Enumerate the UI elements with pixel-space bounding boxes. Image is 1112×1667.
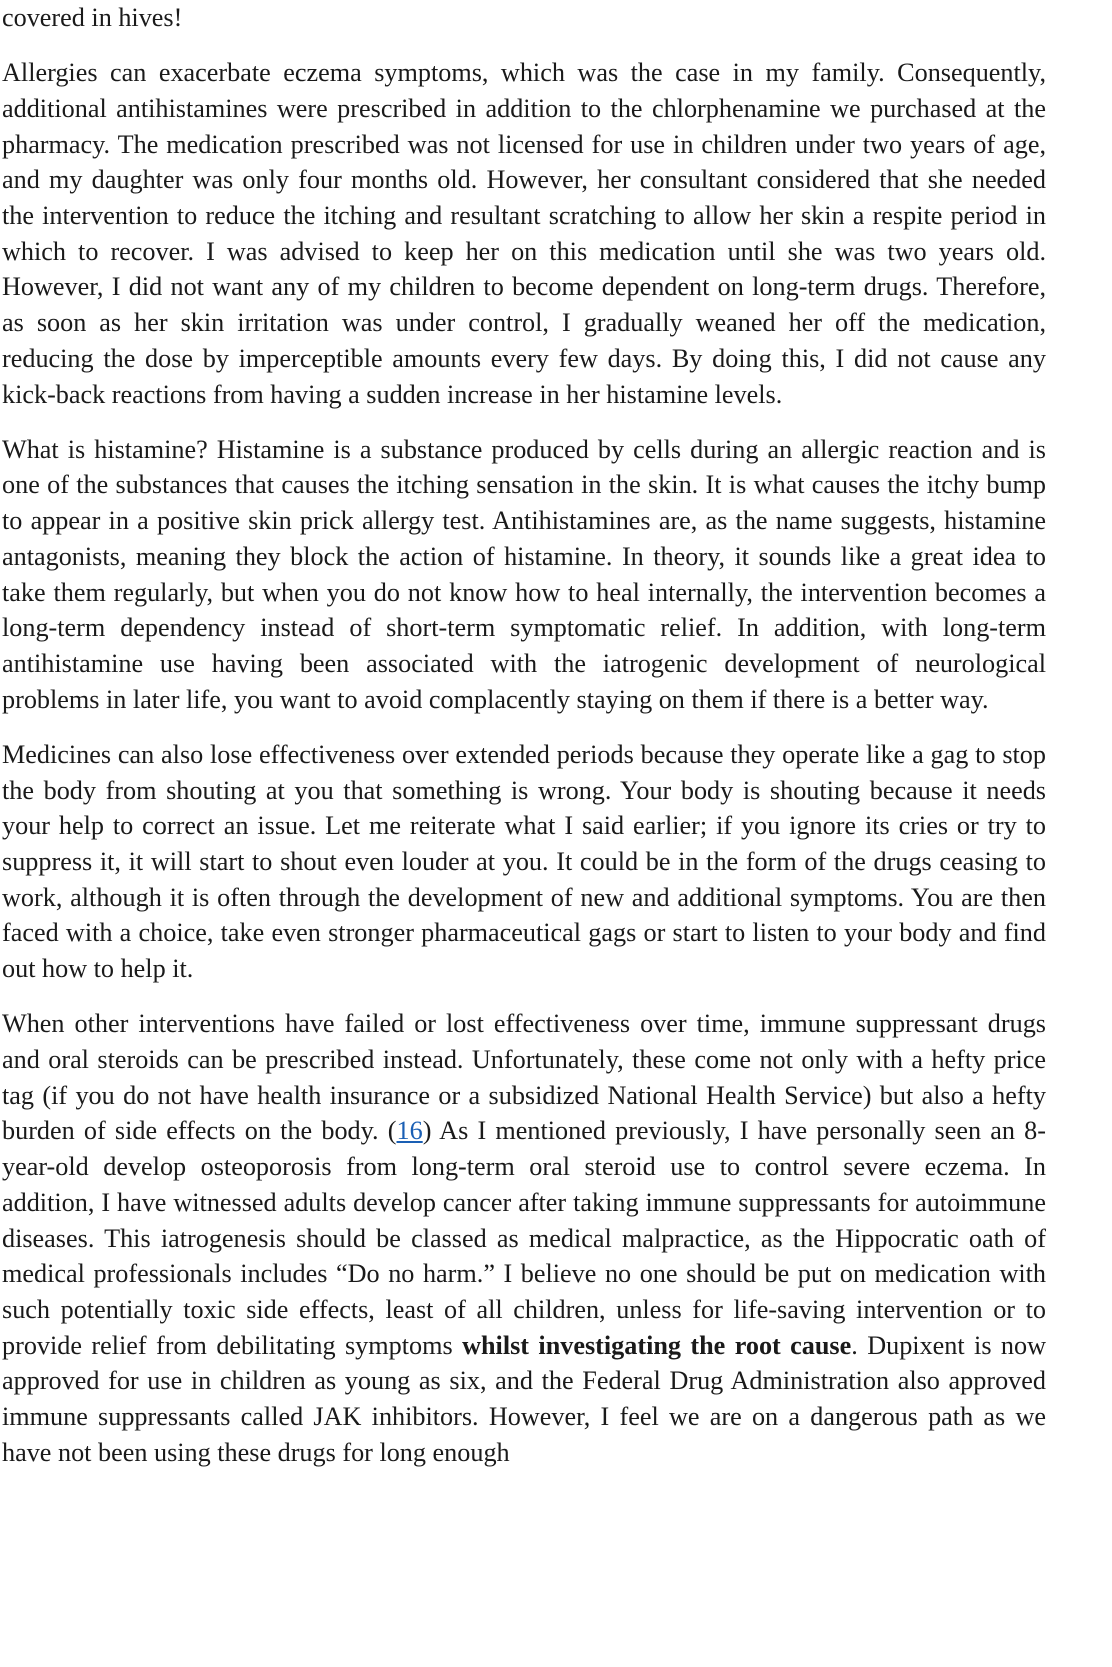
paragraph-fragment: covered in hives! [2, 3, 183, 32]
paragraph-allergies: Allergies can exacerbate eczema symptoms, which was the case in my family. Consequently, additional antihistamines were prescribed in addition to the chlorphenamine we purchased at the pharmacy. The medication prescribed was not licensed for use in children under two years of age, and my daughter was only four months old. However, her consultant considered that she needed the intervention to reduce the itching and resultant scratching to allow her skin a respite period in which to recover. I was advised to keep her on this medication until she was two years old. However, I did not want any of my children to become dependent on long-term drugs. Therefore, as soon as her skin irritation was under control, I gradually weaned her off the medication, reducing the dose by imperceptible amounts every few days. By doing this, I did not cause any kick-back reactions from having a sudden increase in her histamine levels. [2, 58, 1046, 409]
paragraph-medicines: Medicines can also lose effectiveness over extended periods because they operate like a gag to stop the body from shouting at you that something is wrong. Your body is shouting because it needs your help to correct an issue. Let me reiterate what I said earlier; if you ignore its cries or try to suppress it, it will start to shout even louder at you. It could be in the form of the drugs ceasing to work, although it is often through the development of new and additional symptoms. You are then faced with a choice, take even stronger pharmaceutical gags or start to listen to your body and find out how to help it. [2, 739, 1046, 984]
paragraph-interventions [2, 1006, 1046, 1470]
reference-link[interactable]: 16 [396, 1116, 423, 1146]
paragraph-histamine: What is histamine? Histamine is a substance produced by cells during an allergic reaction and is one of the substances that causes the itching sensation in the skin. It is what causes the itchy bump to appear in a positive skin prick allergy test. Antihistamines are, as the name suggests, histamine antagonists, meaning they block the action of histamine. In theory, it sounds like a great idea to take them regularly, but when you do not know how to heal internally, the intervention becomes a long-term dependency instead of short-term symptomatic relief. In addition, with long-term antihistamine use having been associated with the iatrogenic development of neurological problems in later life, you want to avoid complacently staying on them if there is a better way. [2, 434, 1046, 714]
paragraph-text-part: ) As I mentioned previously, I have personally seen an 8-year-old develop osteoporosis from long-term oral steroid use to control severe eczema. In addition, I have witnessed adults develop cancer after taking immune suppressants for autoimmune diseases. This iatrogenesis should be classed as medical malpractice, as the Hippocratic oath of medical professionals includes “Do no harm.” I believe no one should be put on medication with such potentially toxic side effects, least of all children, unless for life-saving intervention or to provide relief from debilitating symptoms [2, 1116, 1046, 1360]
bold-emphasis: whilst investigating the root cause [462, 1330, 852, 1360]
paragraph-text-part: . Dupixent is now approved for use in children as young as six, and the Federal Drug Administration also approved immune suppressants called JAK inhibitors. However, I feel we are on a dangerous path as we have not been using these drugs for long enough [2, 1330, 1047, 1467]
paragraph-text-part: When other interventions have failed or lost effectiveness over time, immune suppressant drugs and oral steroids can be prescribed instead. Unfortunately, these come not only with a hefty price tag (if you do not have health insurance or a subsidized National Health Service) but also a hefty burden of side effects on the body. ( [2, 1009, 1046, 1146]
